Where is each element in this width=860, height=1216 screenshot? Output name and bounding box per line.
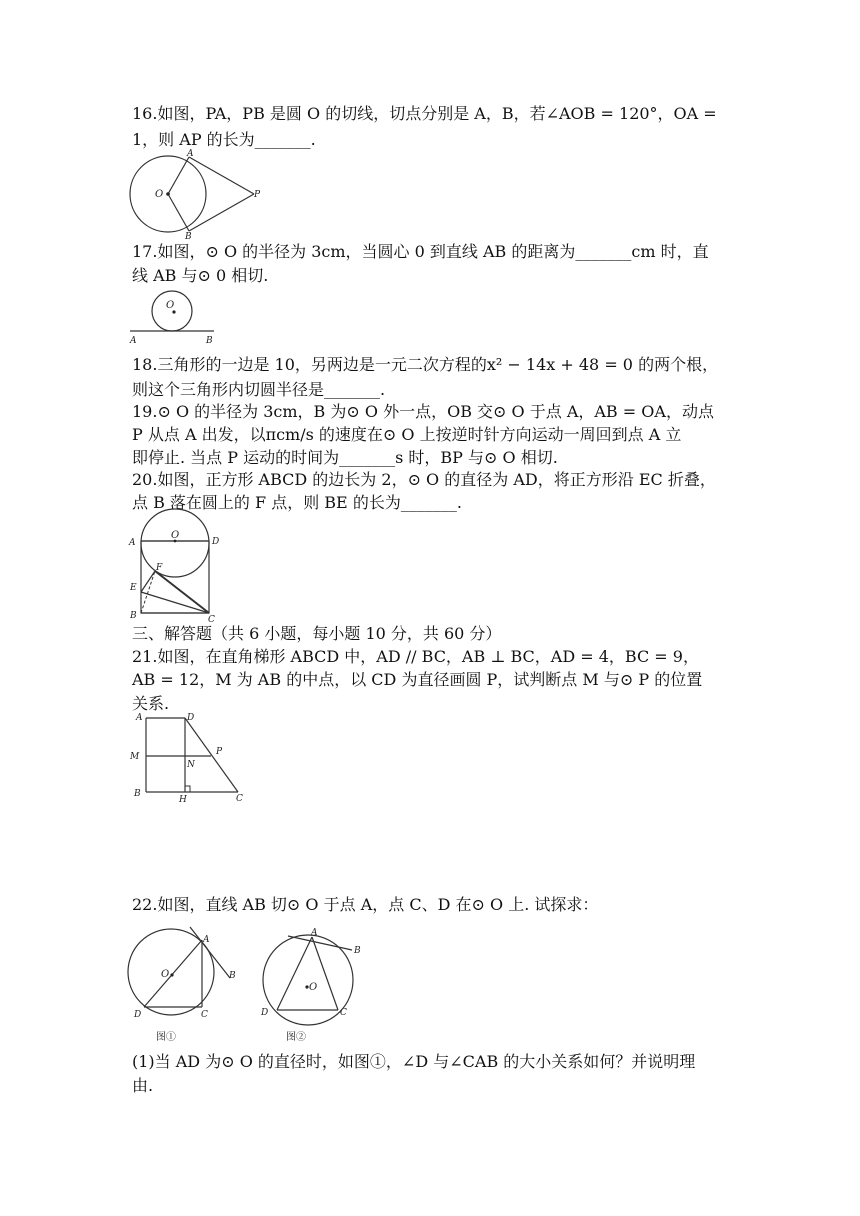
q16-figure: [126, 148, 266, 240]
label-C: C: [208, 615, 215, 624]
q17-line2: 线 AB 与⊙ 0 相切.: [132, 266, 269, 285]
q19-line2: P 从点 A 出发，以πcm/s 的速度在⊙ O 上按逆时针方向运动一周回到点 A 立: [132, 425, 682, 444]
q22-line1: 22.如图，直线 AB 切⊙ O 于点 A，点 C、D 在⊙ O 上. 试探求：: [132, 895, 599, 914]
label-B: B: [206, 336, 213, 346]
label-A: A: [129, 538, 136, 548]
q16-line1: 16.如图，PA，PB 是圆 O 的切线，切点分别是 A，B，若∠AOB = 120°，OA =: [132, 104, 717, 123]
figure-caption: 图②: [286, 1032, 306, 1043]
q18-line1: 18.三角形的一边是 10，另两边是一元二次方程的x² − 14x + 48 = 0 的两个根，: [132, 355, 719, 374]
label-B: B: [130, 611, 137, 621]
q20-line2: 点 B 落在圆上的 F 点，则 BE 的长为_______.: [132, 493, 462, 512]
label-C: C: [236, 794, 243, 804]
q21-line2: AB = 12，M 为 AB 的中点，以 CD 为直径画圆 P，试判断点 M 与⊙ P 的位置: [132, 670, 703, 689]
section-heading: 三、解答题（共 6 小题，每小题 10 分，共 60 分）: [132, 624, 502, 643]
label-O: O: [155, 189, 164, 200]
label-C: C: [201, 1010, 208, 1020]
label-C: C: [340, 1008, 347, 1018]
q17-line1: 17.如图，⊙ O 的半径为 3cm，当圆心 0 到直线 AB 的距离为_______cm 时，直: [132, 242, 709, 261]
label-A: A: [136, 713, 143, 723]
q21-line3: 关系.: [132, 694, 170, 713]
label-A: A: [130, 336, 137, 346]
q22-part1-line1: (1)当 AD 为⊙ O 的直径时，如图①，∠D 与∠CAB 的大小关系如何？并说明理: [132, 1052, 696, 1071]
q20-line1: 20.如图，正方形 ABCD 的边长为 2，⊙ O 的直径为 AD，将正方形沿 EC 折叠，: [132, 470, 716, 489]
q19-line1: 19.⊙ O 的半径为 3cm，B 为⊙ O 外一点，OB 交⊙ O 于点 A，AB = OA，动点: [132, 402, 714, 421]
label-D: D: [187, 713, 195, 723]
figure-caption: 图①: [156, 1032, 176, 1043]
label-A: A: [187, 149, 194, 159]
label-N: N: [187, 760, 195, 770]
label-P: P: [216, 747, 223, 757]
label-D: D: [212, 537, 220, 547]
label-O: O: [309, 982, 318, 993]
label-D: D: [134, 1010, 142, 1020]
q16-line2: 1，则 AP 的长为_______.: [132, 130, 316, 149]
label-O: O: [166, 300, 175, 311]
q18-line2: 则这个三角形内切圆半径是_______.: [132, 380, 386, 399]
label-B: B: [229, 971, 236, 981]
label-B: B: [134, 789, 141, 799]
label-E: E: [130, 583, 137, 593]
q21-line1: 21.如图，在直角梯形 ABCD 中，AD // BC，AB ⊥ BC，AD = 4，BC = 9，: [132, 647, 699, 666]
q19-line3: 即停止. 当点 P 运动的时间为_______s 时，BP 与⊙ O 相切.: [132, 448, 558, 467]
label-A: A: [203, 935, 210, 945]
label-A: A: [311, 928, 318, 938]
q22-figure-1: [126, 920, 242, 1046]
label-O: O: [171, 530, 180, 541]
q21-figure: [126, 708, 256, 806]
q17-figure: [126, 290, 222, 346]
label-B: B: [354, 946, 361, 956]
label-P: P: [254, 190, 261, 200]
label-M: M: [130, 752, 140, 762]
label-H: H: [179, 795, 187, 805]
label-O: O: [161, 969, 170, 980]
q22-figure-2: [256, 920, 372, 1046]
q20-figure: [126, 508, 226, 624]
q22-part1-line2: 由.: [132, 1076, 154, 1095]
label-D: D: [261, 1008, 269, 1018]
label-F: F: [156, 563, 163, 573]
label-B: B: [185, 232, 192, 240]
